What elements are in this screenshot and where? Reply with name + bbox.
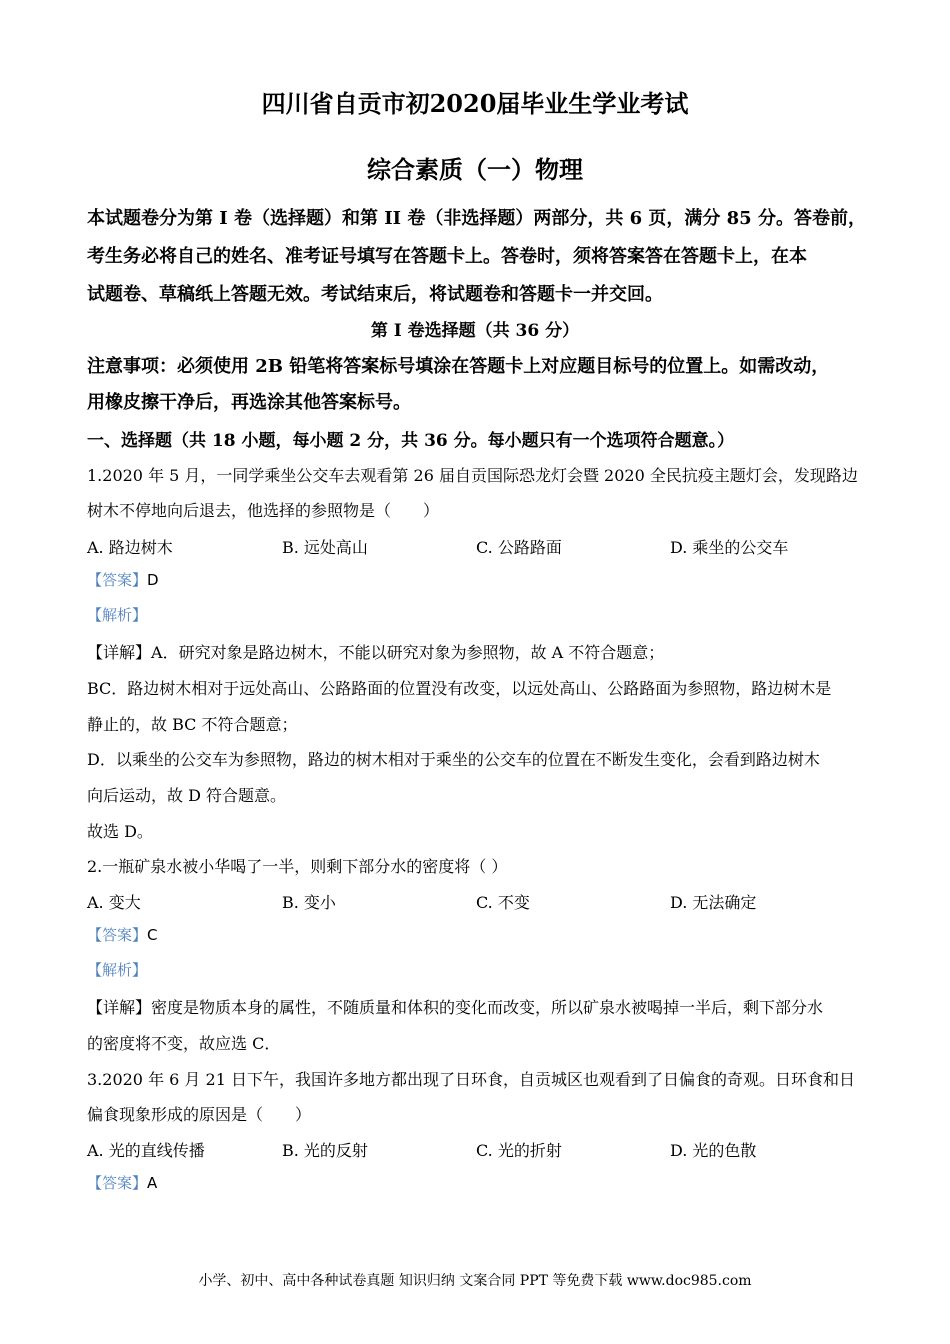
- q3-option-c: C. 光的折射: [476, 1141, 562, 1160]
- q2-option-b: B. 变小: [282, 893, 336, 912]
- q2-option-c: C. 不变: [476, 893, 530, 912]
- answer-value: D: [147, 571, 159, 589]
- detail-tag: 【详解】: [87, 998, 152, 1017]
- detail-text: A．研究对象是路边树木，不能以研究对象为参照物，故 A 不符合题意；: [151, 643, 665, 662]
- q2-answer: [87, 924, 877, 945]
- q1-detail-line: BC．路边树木相对于远处高山、公路路面的位置没有改变，以远处高山、公路路面为参照物，路边树木是: [87, 679, 832, 698]
- answer-value: C: [147, 926, 158, 944]
- q1-detail-line: [87, 640, 877, 663]
- answer-value: A: [147, 1174, 158, 1192]
- q1-detail-line: 故选 D。: [87, 822, 153, 841]
- analysis-tag: 【解析】: [87, 961, 148, 979]
- document-title: 四川省自贡市初2020届毕业生学业考试: [261, 89, 689, 118]
- notice-line: 注意事项：必须使用 2B 铅笔将答案标号填涂在答题卡上对应题目标号的位置上。如需改动，: [87, 356, 830, 377]
- q3-option-d: D. 光的色散: [670, 1141, 757, 1160]
- part-title: 一、选择题（共 18 小题，每小题 2 分，共 36 分。每小题只有一个选项符合题意。）: [87, 431, 735, 451]
- answer-tag: 【答案】: [87, 571, 148, 589]
- q1-detail-line: D．以乘坐的公交车为参照物，路边的树木相对于乘坐的公交车的位置在不断发生变化，会看到路边树木: [87, 750, 820, 769]
- q3-answer: [87, 1172, 877, 1193]
- q3-option-b: B. 光的反射: [282, 1141, 368, 1160]
- intro-line: 本试题卷分为第 I 卷（选择题）和第 II 卷（非选择题）两部分，共 6 页，满分 85 分。答卷前，: [87, 208, 866, 229]
- q1-option-c: C. 公路路面: [476, 538, 562, 557]
- intro-line: 试题卷、草稿纸上答题无效。考试结束后，将试题卷和答题卡一并交回。: [87, 284, 663, 305]
- answer-tag: 【答案】: [87, 926, 148, 944]
- q2-option-d: D. 无法确定: [670, 893, 757, 912]
- q1-option-a: A. 路边树木: [87, 538, 173, 557]
- q1-option-b: B. 远处高山: [282, 538, 368, 557]
- detail-text: 密度是物质本身的属性，不随质量和体积的变化而改变，所以矿泉水被喝掉一半后，剩下部分水: [151, 998, 824, 1017]
- question-2-stem: 2.一瓶矿泉水被小华喝了一半，则剩下部分水的密度将（ ）: [87, 857, 508, 876]
- analysis-tag: 【解析】: [87, 606, 148, 624]
- q1-analysis-heading: [87, 604, 877, 625]
- document-subtitle: 综合素质（一）物理: [367, 155, 583, 184]
- q2-analysis-heading: [87, 959, 877, 980]
- question-3-stem: 偏食现象形成的原因是（ ）: [87, 1105, 312, 1124]
- notice-line: 用橡皮擦干净后，再选涂其他答案标号。: [87, 392, 411, 413]
- section-title: 第 I 卷选择题（共 36 分）: [370, 321, 580, 341]
- q3-option-a: A. 光的直线传播: [87, 1141, 205, 1160]
- q1-option-d: D. 乘坐的公交车: [670, 538, 789, 557]
- intro-line: 考生务必将自己的姓名、准考证号填写在答题卡上。答卷时，须将答案答在答题卡上，在本: [87, 246, 807, 267]
- q1-detail-line: 静止的，故 BC 不符合题意；: [87, 715, 298, 734]
- question-3-stem: 3.2020 年 6 月 21 日下午，我国许多地方都出现了日环食，自贡城区也观看到了日偏食的奇观。日环食和日: [87, 1070, 855, 1089]
- q2-detail-line: [87, 995, 877, 1018]
- detail-tag: 【详解】: [87, 643, 152, 662]
- question-1-stem: 树木不停地向后退去，他选择的参照物是（ ）: [87, 501, 440, 520]
- answer-tag: 【答案】: [87, 1174, 148, 1192]
- q2-detail-line: 的密度将不变，故应选 C．: [87, 1034, 281, 1053]
- q2-option-a: A. 变大: [87, 893, 141, 912]
- page-footer: 小学、初中、高中各种试卷真题 知识归纳 文案合同 PPT 等免费下载 www.doc985.com: [198, 1273, 752, 1289]
- q1-detail-line: 向后运动，故 D 符合题意。: [87, 786, 287, 805]
- q1-answer: [87, 569, 877, 590]
- question-1-stem: 1.2020 年 5 月，一同学乘坐公交车去观看第 26 届自贡国际恐龙灯会暨 2020 全民抗疫主题灯会，发现路边: [87, 466, 858, 485]
